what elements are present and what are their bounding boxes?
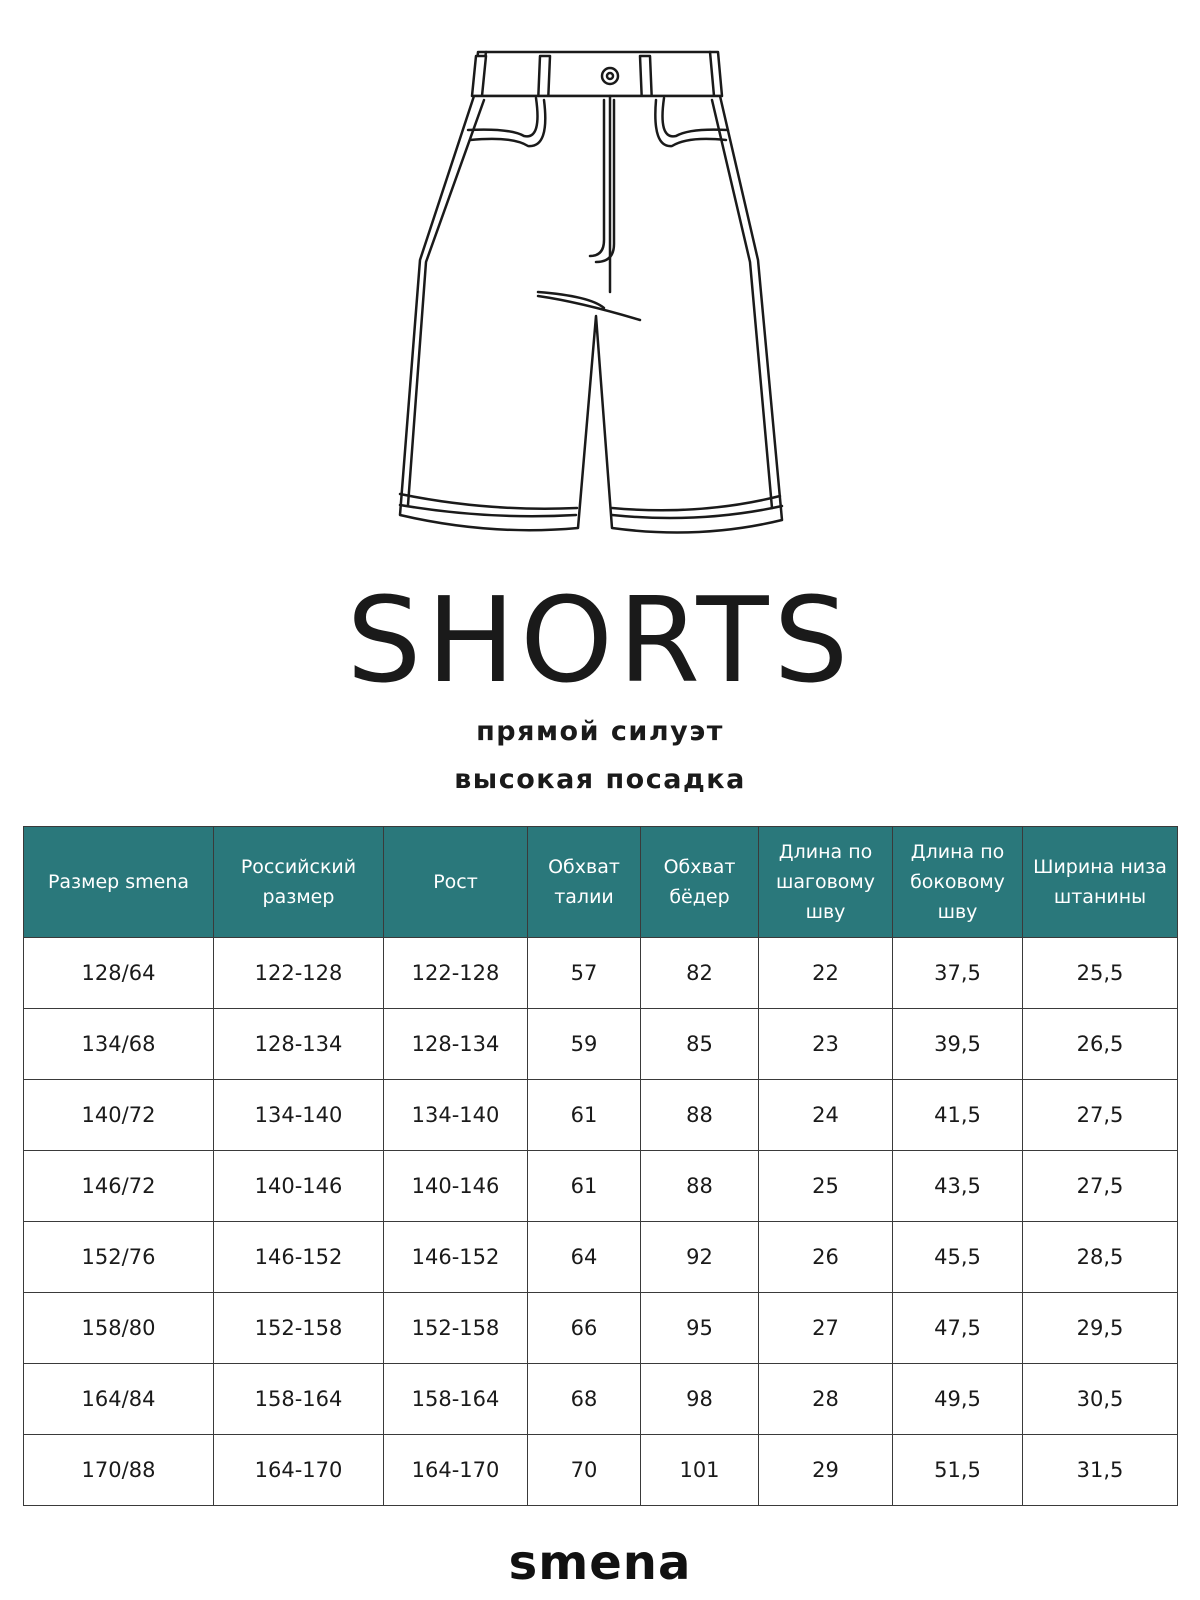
table-cell: 146-152	[214, 1222, 384, 1293]
table-cell: 146-152	[384, 1222, 528, 1293]
rise-subtitle: высокая посадка	[454, 764, 746, 795]
table-cell: 164-170	[214, 1435, 384, 1506]
table-cell: 134/68	[24, 1009, 214, 1080]
header-smena-size: Размер smena	[24, 827, 214, 938]
table-cell: 31,5	[1023, 1435, 1178, 1506]
table-cell: 64	[528, 1222, 641, 1293]
table-cell: 57	[528, 938, 641, 1009]
table-cell: 37,5	[893, 938, 1023, 1009]
table-header-row	[24, 827, 1178, 938]
table-row	[24, 1151, 1178, 1222]
table-cell: 85	[641, 1009, 759, 1080]
table-cell: 88	[641, 1080, 759, 1151]
table-cell: 22	[759, 938, 893, 1009]
header-waist: Обхват талии	[528, 827, 641, 938]
table-cell: 51,5	[893, 1435, 1023, 1506]
table-cell: 82	[641, 938, 759, 1009]
table-cell: 29,5	[1023, 1293, 1178, 1364]
table-cell: 128-134	[384, 1009, 528, 1080]
table-cell: 43,5	[893, 1151, 1023, 1222]
table-cell: 61	[528, 1151, 641, 1222]
table-cell: 41,5	[893, 1080, 1023, 1151]
table-cell: 24	[759, 1080, 893, 1151]
table-cell: 23	[759, 1009, 893, 1080]
table-cell: 26,5	[1023, 1009, 1178, 1080]
table-cell: 140/72	[24, 1080, 214, 1151]
table-cell: 27	[759, 1293, 893, 1364]
table-row	[24, 1080, 1178, 1151]
table-cell: 98	[641, 1364, 759, 1435]
table-cell: 134-140	[384, 1080, 528, 1151]
size-chart-table	[23, 826, 1178, 1506]
table-row	[24, 1009, 1178, 1080]
table-cell: 128-134	[214, 1009, 384, 1080]
shorts-illustration	[0, 0, 1200, 560]
table-cell: 49,5	[893, 1364, 1023, 1435]
table-cell: 27,5	[1023, 1151, 1178, 1222]
silhouette-subtitle: прямой силуэт	[476, 716, 724, 747]
table-cell: 134-140	[214, 1080, 384, 1151]
table-cell: 122-128	[214, 938, 384, 1009]
table-cell: 122-128	[384, 938, 528, 1009]
table-cell: 26	[759, 1222, 893, 1293]
table-cell: 95	[641, 1293, 759, 1364]
table-cell: 140-146	[214, 1151, 384, 1222]
table-cell: 170/88	[24, 1435, 214, 1506]
table-cell: 92	[641, 1222, 759, 1293]
table-cell: 39,5	[893, 1009, 1023, 1080]
table-cell: 158-164	[214, 1364, 384, 1435]
table-cell: 70	[528, 1435, 641, 1506]
table-cell: 61	[528, 1080, 641, 1151]
table-row	[24, 1364, 1178, 1435]
table-cell: 25	[759, 1151, 893, 1222]
header-russian-size: Российский размер	[214, 827, 384, 938]
table-cell: 152/76	[24, 1222, 214, 1293]
product-title: SHORTS	[346, 571, 854, 709]
table-cell: 164-170	[384, 1435, 528, 1506]
table-cell: 128/64	[24, 938, 214, 1009]
table-cell: 140-146	[384, 1151, 528, 1222]
header-leg-opening: Ширина низа штанины	[1023, 827, 1178, 938]
header-height: Рост	[384, 827, 528, 938]
table-cell: 66	[528, 1293, 641, 1364]
table-cell: 158-164	[384, 1364, 528, 1435]
header-outseam: Длина по боковому шву	[893, 827, 1023, 938]
table-cell: 152-158	[214, 1293, 384, 1364]
table-row	[24, 1435, 1178, 1506]
table-row	[24, 1293, 1178, 1364]
table-row	[24, 1222, 1178, 1293]
table-cell: 29	[759, 1435, 893, 1506]
table-cell: 28	[759, 1364, 893, 1435]
table-cell: 158/80	[24, 1293, 214, 1364]
table-cell: 101	[641, 1435, 759, 1506]
table-cell: 47,5	[893, 1293, 1023, 1364]
table-cell: 68	[528, 1364, 641, 1435]
table-cell: 25,5	[1023, 938, 1178, 1009]
table-cell: 28,5	[1023, 1222, 1178, 1293]
table-cell: 88	[641, 1151, 759, 1222]
table-cell: 164/84	[24, 1364, 214, 1435]
table-cell: 45,5	[893, 1222, 1023, 1293]
table-cell: 152-158	[384, 1293, 528, 1364]
table-cell: 27,5	[1023, 1080, 1178, 1151]
table-cell: 59	[528, 1009, 641, 1080]
header-hips: Обхват бёдер	[641, 827, 759, 938]
header-inseam: Длина по шаговому шву	[759, 827, 893, 938]
brand-logo: smena	[508, 1535, 692, 1591]
table-cell: 146/72	[24, 1151, 214, 1222]
table-row	[24, 938, 1178, 1009]
table-cell: 30,5	[1023, 1364, 1178, 1435]
